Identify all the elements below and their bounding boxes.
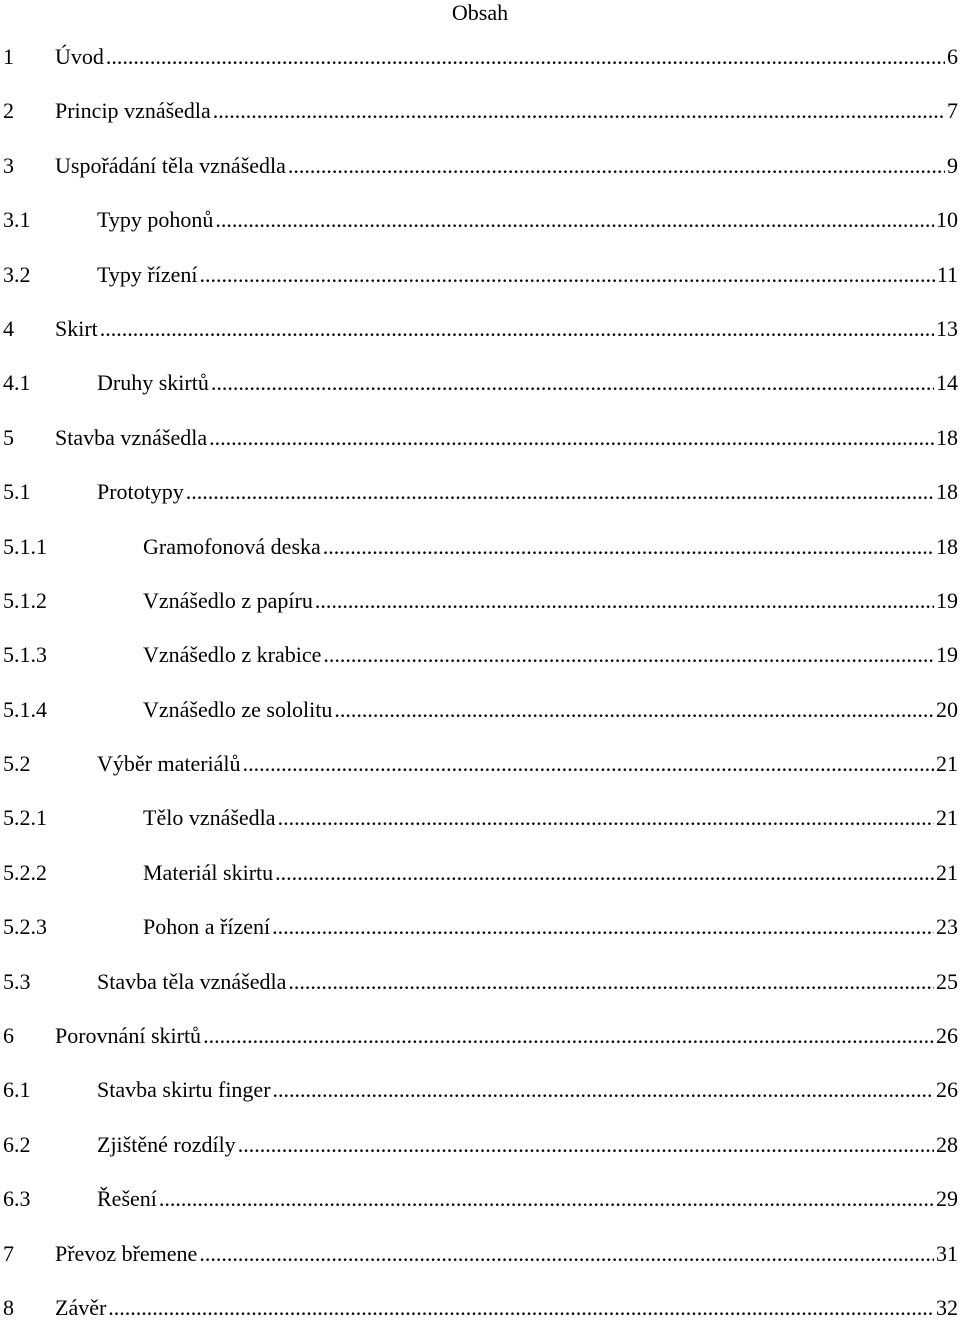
toc-entry-title: Vznášedlo z papíru [143, 587, 313, 613]
toc-dot-leader [100, 316, 934, 342]
toc-dot-leader [106, 44, 945, 70]
toc-entry[interactable] [0, 1289, 960, 1343]
toc-entry[interactable] [0, 147, 960, 201]
toc-entry-line [55, 1241, 958, 1267]
toc-entry-title: Prototypy [97, 479, 184, 505]
toc-entry[interactable] [0, 1235, 960, 1289]
toc-entry-number: 5.1.3 [3, 642, 47, 668]
toc-entry-number: 6.1 [3, 1077, 31, 1103]
toc-entry-title: Typy pohonů [97, 207, 214, 233]
toc-entry-line [143, 914, 958, 940]
toc-entry-page: 25 [936, 968, 958, 994]
toc-dot-leader [215, 207, 934, 233]
toc-dot-leader [323, 534, 934, 560]
toc-entry-number: 4.1 [3, 370, 31, 396]
toc-entry-title: Vznášedlo ze sololitu [143, 696, 333, 722]
toc-entry[interactable] [0, 691, 960, 745]
toc-entry-page: 19 [936, 587, 958, 613]
toc-entry-title: Druhy skirtů [97, 370, 209, 396]
toc-entry-title: Zjištěné rozdíly [97, 1131, 236, 1157]
toc-entry-line [97, 1132, 958, 1158]
toc-dot-leader [238, 1132, 934, 1158]
toc-dot-leader [334, 697, 934, 723]
toc-entry-title: Stavba skirtu finger [97, 1077, 271, 1103]
toc-entry-line [97, 751, 958, 777]
table-of-contents [0, 38, 960, 1343]
toc-entry-number: 5 [3, 424, 14, 450]
toc-entry-title: Skirt [55, 315, 98, 341]
toc-entry[interactable] [0, 310, 960, 364]
toc-dot-leader [288, 969, 934, 995]
toc-entry-page: 26 [936, 1023, 958, 1049]
toc-dot-leader [199, 262, 934, 288]
toc-entry-number: 7 [3, 1240, 14, 1266]
toc-entry-page: 7 [947, 98, 958, 124]
toc-dot-leader [159, 1186, 934, 1212]
toc-entry-number: 6.3 [3, 1186, 31, 1212]
toc-entry[interactable] [0, 419, 960, 473]
toc-dot-leader [275, 860, 934, 886]
toc-entry-number: 5.2.2 [3, 859, 47, 885]
toc-entry-number: 5.1.4 [3, 696, 47, 722]
toc-dot-leader [108, 1295, 934, 1321]
toc-entry-title: Princip vznášedla [55, 98, 211, 124]
toc-entry[interactable] [0, 364, 960, 418]
toc-entry-title: Řešení [97, 1186, 157, 1212]
toc-entry-page: 21 [936, 751, 958, 777]
toc-entry-title: Gramofonová deska [143, 533, 321, 559]
toc-entry-line [97, 207, 958, 233]
toc-entry-number: 4 [3, 315, 14, 341]
toc-entry-title: Vznášedlo z krabice [143, 642, 322, 668]
toc-entry[interactable] [0, 799, 960, 853]
toc-entry-number: 3 [3, 152, 14, 178]
toc-dot-leader [272, 914, 934, 940]
toc-entry-page: 20 [936, 696, 958, 722]
toc-entry-number: 5.3 [3, 968, 31, 994]
toc-entry-number: 5.1 [3, 479, 31, 505]
toc-entry[interactable] [0, 256, 960, 310]
toc-dot-leader [186, 479, 934, 505]
toc-entry-line [97, 479, 958, 505]
toc-entry-line [55, 98, 958, 124]
toc-entry[interactable] [0, 745, 960, 799]
toc-entry[interactable] [0, 963, 960, 1017]
toc-entry[interactable] [0, 1071, 960, 1125]
toc-entry-title: Tělo vznášedla [143, 805, 276, 831]
toc-entry-page: 31 [936, 1240, 958, 1266]
toc-entry-page: 26 [936, 1077, 958, 1103]
toc-entry[interactable] [0, 528, 960, 582]
toc-entry[interactable] [0, 92, 960, 146]
toc-entry-title: Úvod [55, 44, 104, 69]
toc-entry-page: 18 [936, 533, 958, 559]
toc-entry-title: Závěr [55, 1294, 107, 1320]
toc-entry[interactable] [0, 908, 960, 962]
toc-entry[interactable] [0, 473, 960, 527]
toc-dot-leader [213, 98, 945, 124]
toc-entry-page: 19 [936, 642, 958, 668]
toc-entry-number: 2 [3, 98, 14, 124]
toc-entry-title: Materiál skirtu [143, 859, 274, 885]
toc-entry-number: 5.2.3 [3, 914, 47, 940]
toc-entry-number: 5.1.2 [3, 587, 47, 613]
toc-entry[interactable] [0, 636, 960, 690]
toc-entry-page: 18 [936, 479, 958, 505]
toc-entry-line [97, 370, 958, 396]
toc-entry-line [143, 642, 958, 668]
toc-entry-title: Stavba vznášedla [55, 424, 208, 450]
toc-dot-leader [288, 153, 945, 179]
toc-entry[interactable] [0, 201, 960, 255]
toc-entry[interactable] [0, 1180, 960, 1234]
toc-entry-title: Stavba těla vznášedla [97, 968, 287, 994]
toc-dot-leader [211, 370, 934, 396]
toc-entry[interactable] [0, 582, 960, 636]
toc-entry-line [55, 44, 958, 70]
toc-entry-page: 11 [936, 261, 958, 287]
toc-entry-page: 21 [936, 859, 958, 885]
toc-entry-title: Porovnání skirtů [55, 1023, 202, 1049]
toc-entry-page: 18 [936, 424, 958, 450]
toc-entry-number: 1 [3, 44, 14, 69]
toc-entry-line [55, 1295, 958, 1321]
toc-dot-leader [243, 751, 934, 777]
toc-entry-number: 3.1 [3, 207, 31, 233]
toc-entry[interactable] [0, 1126, 960, 1180]
toc-dot-leader [273, 1077, 934, 1103]
toc-dot-leader [315, 588, 934, 614]
toc-entry-line [55, 316, 958, 342]
toc-entry-number: 5.2 [3, 751, 31, 777]
toc-entry[interactable] [0, 854, 960, 908]
toc-entry-page: 28 [936, 1131, 958, 1157]
toc-entry-line [97, 262, 958, 288]
toc-entry-line [55, 425, 958, 451]
toc-entry-line [55, 1023, 958, 1049]
toc-entry-page: 32 [936, 1294, 958, 1320]
toc-entry[interactable] [0, 38, 960, 92]
toc-entry-line [143, 805, 958, 831]
toc-entry-page: 29 [936, 1186, 958, 1212]
toc-entry-title: Uspořádání těla vznášedla [55, 152, 286, 178]
toc-dot-leader [209, 425, 934, 451]
toc-dot-leader [203, 1023, 934, 1049]
toc-entry-line [97, 1186, 958, 1212]
toc-entry-page: 21 [936, 805, 958, 831]
toc-entry-number: 5.2.1 [3, 805, 47, 831]
toc-entry-page: 14 [936, 370, 958, 396]
toc-entry-line [143, 697, 958, 723]
toc-entry-page: 6 [947, 44, 958, 69]
toc-entry-title: Pohon a řízení [143, 914, 271, 940]
toc-dot-leader [278, 805, 934, 831]
toc-entry-line [97, 969, 958, 995]
toc-entry-number: 8 [3, 1294, 14, 1320]
toc-entry-line [97, 1077, 958, 1103]
toc-entry[interactable] [0, 1017, 960, 1071]
toc-entry-number: 6 [3, 1023, 14, 1049]
toc-entry-page: 9 [947, 152, 958, 178]
toc-entry-line [143, 860, 958, 886]
toc-entry-title: Výběr materiálů [97, 751, 241, 777]
toc-entry-page: 23 [936, 914, 958, 940]
toc-dot-leader [199, 1241, 934, 1267]
toc-entry-line [143, 588, 958, 614]
toc-entry-number: 5.1.1 [3, 533, 47, 559]
page-title: Obsah [451, 0, 509, 25]
toc-entry-line [55, 153, 958, 179]
toc-dot-leader [323, 642, 934, 668]
toc-entry-page: 13 [936, 315, 958, 341]
toc-entry-number: 6.2 [3, 1131, 31, 1157]
toc-entry-number: 3.2 [3, 261, 31, 287]
toc-entry-title: Typy řízení [97, 261, 198, 287]
toc-entry-line [143, 534, 958, 560]
toc-entry-title: Převoz břemene [55, 1240, 198, 1266]
toc-entry-page: 10 [936, 207, 958, 233]
